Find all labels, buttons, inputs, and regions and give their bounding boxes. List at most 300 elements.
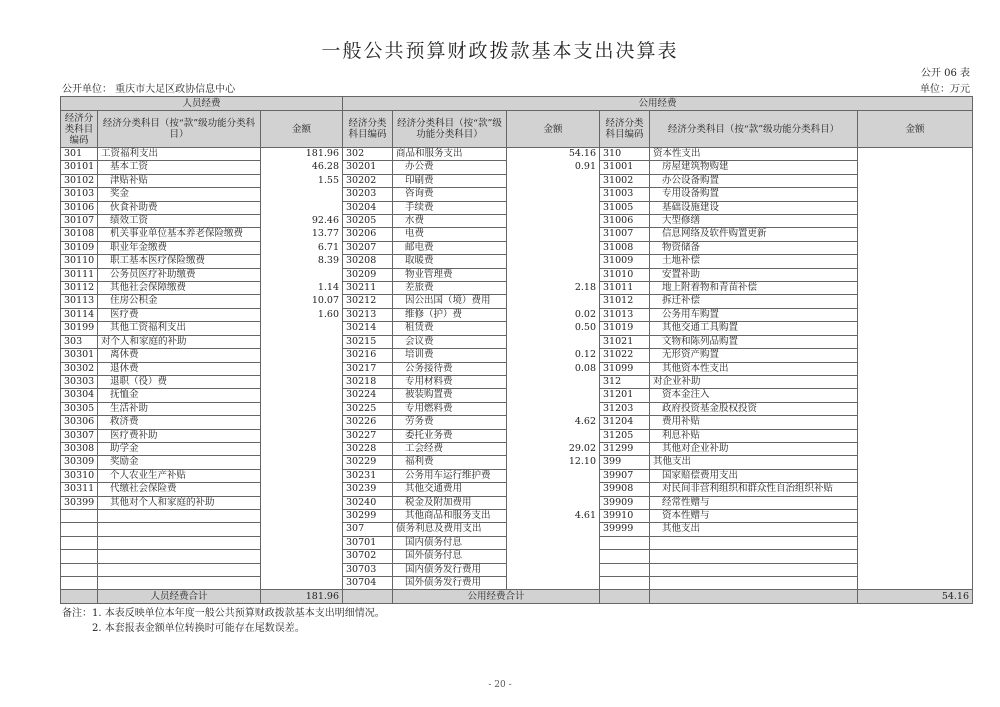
cell-code: 31021 <box>600 335 650 348</box>
cell-amount <box>858 389 973 402</box>
cell-code: 30227 <box>343 429 393 442</box>
header-code: 经济分类科目编码 <box>61 111 98 148</box>
cell-name <box>650 550 858 563</box>
cell-code: 31001 <box>600 161 650 174</box>
public-total-label: 公用经费合计 <box>393 590 600 604</box>
form-number: 公开 06 表 <box>920 68 970 79</box>
cell-name: 水费 <box>393 215 507 228</box>
cell-amount <box>858 322 973 335</box>
cell-name: 取暖费 <box>393 255 507 268</box>
cell-name: 差旅费 <box>393 282 507 295</box>
page-title: 一般公共预算财政拨款基本支出决算表 <box>321 40 679 62</box>
cell-code <box>61 550 98 563</box>
cell-name <box>98 563 261 576</box>
cell-name: 邮电费 <box>393 241 507 254</box>
cell-name: 国外债务发行费用 <box>393 577 507 590</box>
cell-code: 30106 <box>61 201 98 214</box>
cell-amount <box>858 577 973 590</box>
table-row <box>61 550 973 563</box>
cell-name <box>650 563 858 576</box>
currency-unit: 单位：万元 <box>920 84 970 95</box>
cell-name: 其他工资福利支出 <box>98 322 261 335</box>
cell-code: 30228 <box>343 442 393 455</box>
cell-name: 无形资产购置 <box>650 349 858 362</box>
cell-name: 维修（护）费 <box>393 308 507 321</box>
cell-amount <box>261 523 343 536</box>
cell-code: 30703 <box>343 563 393 576</box>
table-row <box>61 322 973 335</box>
cell-code: 31203 <box>600 402 650 415</box>
table-row <box>61 295 973 308</box>
header-row-columns <box>61 111 973 148</box>
cell-name: 其他对个人和家庭的补助 <box>98 496 261 509</box>
cell-name <box>98 509 261 522</box>
header-name: 经济分类科目（按“款”级功能分类科目） <box>393 111 507 148</box>
table-row <box>61 335 973 348</box>
table-row <box>61 483 973 496</box>
cell-amount <box>507 268 600 281</box>
cell-code: 31201 <box>600 389 650 402</box>
cell-name: 政府投资基金股权投资 <box>650 402 858 415</box>
cell-name: 其他支出 <box>650 456 858 469</box>
cell-name <box>98 550 261 563</box>
cell-code: 30302 <box>61 362 98 375</box>
cell-name: 经常性赠与 <box>650 496 858 509</box>
cell-amount <box>858 255 973 268</box>
cell-code: 31002 <box>600 174 650 187</box>
cell-code: 31012 <box>600 295 650 308</box>
header-amount: 金额 <box>261 111 343 148</box>
cell-code: 30240 <box>343 496 393 509</box>
cell-name: 公务员医疗补助缴费 <box>98 268 261 281</box>
cell-name: 工会经费 <box>393 442 507 455</box>
cell-code: 30307 <box>61 429 98 442</box>
cell-code: 312 <box>600 375 650 388</box>
cell-code: 30229 <box>343 456 393 469</box>
cell-code: 30204 <box>343 201 393 214</box>
cell-name <box>650 577 858 590</box>
cell-name: 办公设备购置 <box>650 174 858 187</box>
cell-name: 国家赔偿费用支出 <box>650 469 858 482</box>
cell-amount <box>858 215 973 228</box>
cell-amount: 2.18 <box>507 282 600 295</box>
cell-code: 31005 <box>600 201 650 214</box>
cell-name: 培训费 <box>393 349 507 362</box>
cell-name: 因公出国（境）费用 <box>393 295 507 308</box>
cell-code: 31204 <box>600 416 650 429</box>
cell-code: 30215 <box>343 335 393 348</box>
cell-name: 医疗费 <box>98 308 261 321</box>
cell-amount: 6.71 <box>261 241 343 254</box>
table-row <box>61 577 973 590</box>
cell-code: 30109 <box>61 241 98 254</box>
header-code: 经济分类科目编码 <box>343 111 393 148</box>
cell-code: 30113 <box>61 295 98 308</box>
cell-name: 工资福利支出 <box>98 148 261 161</box>
cell-amount <box>261 483 343 496</box>
cell-code: 301 <box>61 148 98 161</box>
cell-code: 30216 <box>343 349 393 362</box>
cell-amount <box>858 362 973 375</box>
cell-code: 30202 <box>343 174 393 187</box>
cell-amount <box>858 563 973 576</box>
cell-amount <box>261 268 343 281</box>
table-row <box>61 241 973 254</box>
cell-amount <box>261 349 343 362</box>
cell-code: 30207 <box>343 241 393 254</box>
table-row <box>61 161 973 174</box>
cell-code: 30701 <box>343 536 393 549</box>
cell-name: 咨询费 <box>393 188 507 201</box>
cell-name: 其他支出 <box>650 523 858 536</box>
cell-code: 399 <box>600 456 650 469</box>
cell-name: 医疗费补助 <box>98 429 261 442</box>
cell-code: 30102 <box>61 174 98 187</box>
cell-amount <box>261 429 343 442</box>
cell-name: 文物和陈列品购置 <box>650 335 858 348</box>
cell-amount <box>858 188 973 201</box>
cell-name: 住房公积金 <box>98 295 261 308</box>
header-name: 经济分类科目（按“款”级功能分类科目） <box>650 111 858 148</box>
cell-code: 31007 <box>600 228 650 241</box>
cell-amount: 0.02 <box>507 308 600 321</box>
header-amount: 金额 <box>858 111 973 148</box>
table-row <box>61 389 973 402</box>
cell-amount <box>858 335 973 348</box>
cell-code: 30107 <box>61 215 98 228</box>
cell-name: 奖金 <box>98 188 261 201</box>
cell-code: 30206 <box>343 228 393 241</box>
cell-code: 30704 <box>343 577 393 590</box>
cell-amount <box>507 295 600 308</box>
cell-code: 307 <box>343 523 393 536</box>
cell-code: 31019 <box>600 322 650 335</box>
cell-code: 30301 <box>61 349 98 362</box>
cell-code: 31008 <box>600 241 650 254</box>
cell-name: 公务接待费 <box>393 362 507 375</box>
header-code: 经济分类科目编码 <box>600 111 650 148</box>
note-line: 备注：1. 本表反映单位本年度一般公共预算财政拨款基本支出明细情况。 <box>62 608 385 619</box>
cell-name: 手续费 <box>393 201 507 214</box>
cell-amount <box>261 375 343 388</box>
cell-amount: 10.07 <box>261 295 343 308</box>
notes <box>62 606 385 636</box>
reporting-unit: 公开单位： 重庆市大足区政协信息中心 <box>62 84 236 95</box>
cell-code: 31022 <box>600 349 650 362</box>
cell-amount <box>507 469 600 482</box>
cell-name: 委托业务费 <box>393 429 507 442</box>
cell-name: 救济费 <box>98 416 261 429</box>
cell-amount <box>507 536 600 549</box>
table-row <box>61 469 973 482</box>
table-row <box>61 536 973 549</box>
note-line: 2. 本套报表金额单位转换时可能存在尾数误差。 <box>62 623 305 634</box>
cell-amount <box>261 550 343 563</box>
cell-amount <box>858 282 973 295</box>
cell-name <box>98 536 261 549</box>
cell-amount <box>507 228 600 241</box>
cell-amount: 4.61 <box>507 509 600 522</box>
cell-code: 30306 <box>61 416 98 429</box>
cell-amount <box>261 563 343 576</box>
cell-name: 拆迁补偿 <box>650 295 858 308</box>
cell-name: 对企业补助 <box>650 375 858 388</box>
cell-amount <box>858 509 973 522</box>
cell-amount <box>858 201 973 214</box>
cell-amount <box>261 188 343 201</box>
cell-amount <box>858 416 973 429</box>
cell-code <box>600 563 650 576</box>
cell-amount <box>507 523 600 536</box>
cell-amount <box>507 429 600 442</box>
cell-code: 30702 <box>343 550 393 563</box>
cell-code: 30214 <box>343 322 393 335</box>
cell-amount <box>507 375 600 388</box>
cell-name: 专用设备购置 <box>650 188 858 201</box>
cell-amount: 13.77 <box>261 228 343 241</box>
cell-code: 30303 <box>61 375 98 388</box>
cell-code: 30309 <box>61 456 98 469</box>
cell-name <box>98 577 261 590</box>
cell-amount: 1.60 <box>261 308 343 321</box>
cell-name: 其他社会保障缴费 <box>98 282 261 295</box>
table-row <box>61 456 973 469</box>
cell-amount <box>507 402 600 415</box>
table-row <box>61 255 973 268</box>
cell-amount <box>858 536 973 549</box>
cell-name: 退休费 <box>98 362 261 375</box>
cell-name: 基础设施建设 <box>650 201 858 214</box>
cell-name: 机关事业单位基本养老保险缴费 <box>98 228 261 241</box>
table-row <box>61 174 973 187</box>
cell-amount <box>858 268 973 281</box>
cell-amount: 0.12 <box>507 349 600 362</box>
personnel-total-label: 人员经费合计 <box>98 590 261 604</box>
cell-name: 税金及附加费用 <box>393 496 507 509</box>
cell-code: 30114 <box>61 308 98 321</box>
header-row-groups <box>61 97 973 111</box>
cell-amount <box>507 389 600 402</box>
cell-name: 地上附着物和青苗补偿 <box>650 282 858 295</box>
cell-amount <box>507 496 600 509</box>
cell-name: 离休费 <box>98 349 261 362</box>
cell-amount <box>261 456 343 469</box>
cell-name: 奖励金 <box>98 456 261 469</box>
cell-code: 30103 <box>61 188 98 201</box>
cell-name: 抚恤金 <box>98 389 261 402</box>
cell-amount <box>261 496 343 509</box>
cell-code <box>61 509 98 522</box>
cell-code: 30217 <box>343 362 393 375</box>
table-row <box>61 496 973 509</box>
cell-amount <box>858 174 973 187</box>
cell-amount: 46.28 <box>261 161 343 174</box>
cell-amount: 181.96 <box>261 148 343 161</box>
cell-amount: 0.50 <box>507 322 600 335</box>
cell-amount: 1.55 <box>261 174 343 187</box>
cell-code: 30208 <box>343 255 393 268</box>
cell-amount: 0.91 <box>507 161 600 174</box>
cell-amount <box>261 335 343 348</box>
cell-amount <box>261 402 343 415</box>
cell-name: 土地补偿 <box>650 255 858 268</box>
cell-amount <box>261 536 343 549</box>
header-personnel: 人员经费 <box>61 97 343 111</box>
cell-name: 个人农业生产补贴 <box>98 469 261 482</box>
cell-name: 国内债务付息 <box>393 536 507 549</box>
cell-amount <box>507 577 600 590</box>
totals-row <box>61 590 973 604</box>
cell-code: 39999 <box>600 523 650 536</box>
cell-code: 30203 <box>343 188 393 201</box>
cell-amount <box>858 402 973 415</box>
cell-amount <box>507 550 600 563</box>
table-row <box>61 308 973 321</box>
cell-code <box>61 536 98 549</box>
cell-code: 39908 <box>600 483 650 496</box>
cell-code <box>600 536 650 549</box>
cell-amount: 1.14 <box>261 282 343 295</box>
cell-name: 职业年金缴费 <box>98 241 261 254</box>
table-row <box>61 563 973 576</box>
cell-amount <box>858 295 973 308</box>
cell-name: 电费 <box>393 228 507 241</box>
table-row <box>61 188 973 201</box>
cell-name: 退职（役）费 <box>98 375 261 388</box>
table-row <box>61 416 973 429</box>
cell-amount <box>261 469 343 482</box>
expenditure-table <box>60 96 973 604</box>
cell-name: 专用燃料费 <box>393 402 507 415</box>
cell-amount <box>858 469 973 482</box>
cell-name: 代缴社会保险费 <box>98 483 261 496</box>
cell-code: 30305 <box>61 402 98 415</box>
cell-name: 租赁费 <box>393 322 507 335</box>
cell-amount: 92.46 <box>261 215 343 228</box>
cell-amount: 12.10 <box>507 456 600 469</box>
cell-name: 生活补助 <box>98 402 261 415</box>
cell-code: 30211 <box>343 282 393 295</box>
cell-amount: 4.62 <box>507 416 600 429</box>
cell-name: 公务用车购置 <box>650 308 858 321</box>
table-row <box>61 509 973 522</box>
cell-code <box>61 523 98 536</box>
cell-amount <box>858 349 973 362</box>
header-amount: 金额 <box>507 111 600 148</box>
cell-amount <box>507 241 600 254</box>
cell-amount <box>858 429 973 442</box>
cell-name: 信息网络及软件购置更新 <box>650 228 858 241</box>
cell-amount <box>858 241 973 254</box>
cell-name: 津贴补贴 <box>98 174 261 187</box>
cell-amount <box>261 389 343 402</box>
cell-code: 39910 <box>600 509 650 522</box>
table-row <box>61 201 973 214</box>
cell-name: 其他资本性支出 <box>650 362 858 375</box>
cell-amount <box>858 456 973 469</box>
cell-amount <box>858 442 973 455</box>
cell-code: 30224 <box>343 389 393 402</box>
cell-amount <box>261 416 343 429</box>
cell-code: 30209 <box>343 268 393 281</box>
header-name: 经济分类科目（按“款”级功能分类科目） <box>98 111 261 148</box>
cell-code: 30110 <box>61 255 98 268</box>
table-row <box>61 402 973 415</box>
table-row <box>61 349 973 362</box>
cell-name: 国外债务付息 <box>393 550 507 563</box>
cell-amount <box>261 577 343 590</box>
cell-name: 物业管理费 <box>393 268 507 281</box>
cell-amount <box>858 228 973 241</box>
cell-amount <box>507 563 600 576</box>
cell-amount <box>507 188 600 201</box>
cell-code: 30201 <box>343 161 393 174</box>
cell-name: 对个人和家庭的补助 <box>98 335 261 348</box>
cell-amount <box>507 201 600 214</box>
cell-name: 被装购置费 <box>393 389 507 402</box>
cell-name: 职工基本医疗保险缴费 <box>98 255 261 268</box>
cell-amount <box>858 523 973 536</box>
cell-code <box>61 577 98 590</box>
table-row <box>61 362 973 375</box>
cell-code <box>600 550 650 563</box>
cell-name: 公务用车运行维护费 <box>393 469 507 482</box>
cell-amount <box>858 308 973 321</box>
cell-amount <box>858 375 973 388</box>
header-public: 公用经费 <box>343 97 973 111</box>
cell-code: 39907 <box>600 469 650 482</box>
cell-code: 30101 <box>61 161 98 174</box>
cell-name: 其他对企业补助 <box>650 442 858 455</box>
cell-code: 30218 <box>343 375 393 388</box>
cell-amount <box>507 335 600 348</box>
cell-amount <box>858 148 973 161</box>
table-row <box>61 442 973 455</box>
cell-name: 大型修缮 <box>650 215 858 228</box>
cell-amount <box>507 255 600 268</box>
cell-name: 会议费 <box>393 335 507 348</box>
cell-name: 房屋建筑物购建 <box>650 161 858 174</box>
cell-name: 基本工资 <box>98 161 261 174</box>
cell-amount: 29.02 <box>507 442 600 455</box>
cell-name: 资本性支出 <box>650 148 858 161</box>
cell-code: 302 <box>343 148 393 161</box>
table-row <box>61 215 973 228</box>
cell-code: 30111 <box>61 268 98 281</box>
cell-name: 商品和服务支出 <box>393 148 507 161</box>
cell-code: 39909 <box>600 496 650 509</box>
cell-code: 30399 <box>61 496 98 509</box>
cell-name: 资本性赠与 <box>650 509 858 522</box>
cell-name: 其他商品和服务支出 <box>393 509 507 522</box>
cell-code: 310 <box>600 148 650 161</box>
cell-amount <box>507 215 600 228</box>
cell-code: 31011 <box>600 282 650 295</box>
cell-name: 其他交通费用 <box>393 483 507 496</box>
cell-amount <box>261 362 343 375</box>
cell-code: 31299 <box>600 442 650 455</box>
cell-name: 债务利息及费用支出 <box>393 523 507 536</box>
cell-name: 利息补贴 <box>650 429 858 442</box>
cell-code: 30225 <box>343 402 393 415</box>
cell-code: 30231 <box>343 469 393 482</box>
table-row <box>61 148 973 161</box>
public-total-value: 54.16 <box>858 590 973 604</box>
table-row <box>61 228 973 241</box>
cell-amount <box>858 550 973 563</box>
page-number: - 20 - <box>488 680 512 690</box>
cell-code: 30310 <box>61 469 98 482</box>
